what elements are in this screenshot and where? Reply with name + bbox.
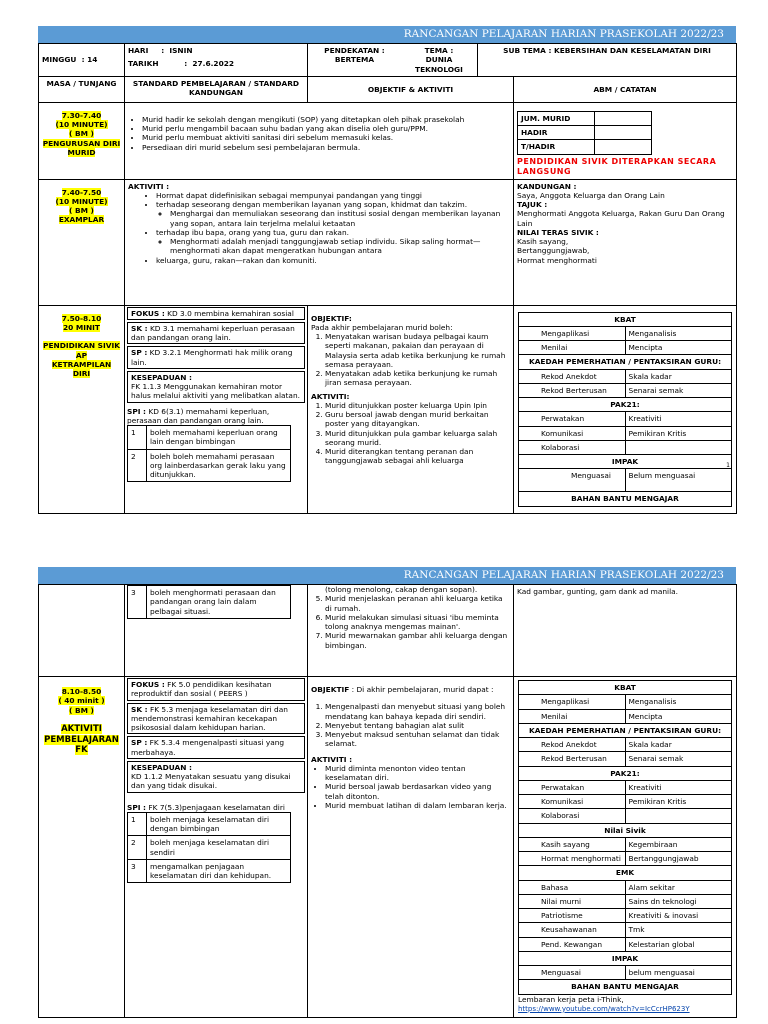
row4-masa: 8.10-8.50 ( 40 minit ) ( BM ) AKTIVITI PEMBELAJARAN FK: [39, 677, 125, 1018]
row3-abm: [514, 305, 737, 513]
page-banner: RANCANGAN PELAJARAN HARIAN PRASEKOLAH 2022/23: [38, 26, 736, 43]
lesson-table-1: [38, 43, 737, 514]
row1-list: • Murid hadir ke sekolah dengan mengikuti (SOP) yang ditetapkan oleh pihak prasekolah • Murid perlu mengambil bacaan suhu badan yang akan diselia oleh guru/PPM. • Murid perlu membuat aktiviti sanitasi diri sebelum memasuki kelas. • Persediaan diri murid sebelum sesi pembelajaran bermula.: [128, 115, 510, 152]
col-masa: MASA / TUNJANG: [39, 76, 125, 102]
page-number: 1: [726, 462, 730, 469]
row1-abm: [514, 102, 737, 179]
cont-abm: Kad gambar, gunting, gam dank ad manila.: [514, 585, 737, 677]
youtube-link[interactable]: https://www.youtube.com/watch?v=IcCcrHP623Y: [518, 1004, 690, 1013]
spi-cont-table: 3 boleh menghormati perasaan dan pandangan orang lain dalam pelbagai situasi.: [127, 585, 291, 619]
hari-cell: HARI : ISNIN TARIKH : 27.6.2022: [125, 44, 308, 77]
page-1: [38, 26, 736, 514]
assess-table-1: KBAT Mengaplikasi Menganalisis Menilai Mencipta KAEDAH PEMERHATIAN / PENTAKSIRAN GURU: Rekod Anekdot Skala kadar Rekod Berterusan Senarai semak PAK21: Perwatakan Kreativiti Komunikasi Pemikiran Kritis Kolaborasi IMPAK Menguasai Belum menguasai BAHAN BANTU MENGAJAR: [518, 312, 732, 507]
row2-content: AKTIVITI : • Hormat dapat didefinisikan sebagai mempunyai pandangan yang tinggi • terhadap seseorang dengan memberikan layanan yang sopan, khidmat dan takzim. ◦ Menghargai dan memuliakan seseorang dan institusi sosial dengan memberikan layanan yang sopan, antara lain terjelma melalui ketaatan • terhadap ibu bapa, orang yang tua, guru dan rakan. ◦ Menghormati adalah menjadi tanggungjawab setiap individu. Sikap saling hormat—menghormati akan dapat mengeratkan hubungan antara • keluarga, guru, rakan—rakan dan komuniti.: [125, 179, 514, 305]
bbm-text: Lembaran kerja peta i-Think,: [518, 994, 624, 1004]
pendekatan-cell: PENDEKATAN : BERTEMA TEMA : DUNIA TEKNOLOGI: [308, 44, 478, 77]
row3-standard: FOKUS : KD 3.0 membina kemahiran sosial SK : KD 3.1 memahami keperluan perasaan dan pandangan orang lain. SP : KD 3.2.1 Menghormati hak milik orang lain. KESEPADUAN : FK 1.1.3 Menggunakan kemahiran motor halus melalui aktiviti yang melibatkan alatan. SPI : KD 6(3.1) memahami keperluan, perasaan dan pandangan orang lain. 1 boleh memahami keperluan orang lain dengan bimbingan 2 boleh boleh memahami perasaan org lainberdasarkan gerak laku yang ditunjukkan.: [125, 305, 308, 513]
civic-note: PENDIDIKAN SIVIK DITERAPKAN SECARA LANGSUNG: [517, 156, 717, 176]
row3-objektif: OBJEKTIF: Pada akhir pembelajaran murid boleh: 1. Menyatakan warisan budaya pelbagai kaum seperti makanan, pakaian dan perayaan di Malaysia serta adab ketika berkunjung ke rumah semasa perayaan. 2. Menyatakan adab ketika berkunjung ke rumah jiran semasa perayaan. AKTIVITI: 1. Murid ditunjukkan poster keluarga Upin Ipin 2. Guru bersoal jawab dengan murid berkaitan poster yang ditayangkan. 3. Murid ditunjukkan pula gambar keluarga salah seorang murid. 4. Murid diterangkan tentang peranan dan tanggungjawab sebagai ahli keluarga: [308, 305, 514, 513]
row2-abm: KANDUNGAN : Saya, Anggota Keluarga dan Orang Lain TAJUK : Menghormati Anggota Keluarga, Rakan Guru Dan Orang Lain NILAI TERAS SIVIK : Kasih sayang, Bertanggungjawab, Hormat menghormati: [514, 179, 737, 305]
page-banner-2: RANCANGAN PELAJARAN HARIAN PRASEKOLAH 2022/23: [38, 567, 736, 584]
subtema-cell: SUB TEMA : KEBERSIHAN DAN KESELAMATAN DIRI: [478, 44, 737, 77]
row4-abm: [514, 677, 737, 1018]
col-objektif: OBJEKTIF & AKTIVITI: [308, 76, 514, 102]
page-2: [38, 567, 736, 1018]
lesson-table-2: [38, 584, 737, 1018]
cont-aktiviti: (tolong menolong, cakap dengan sopan). 5. Murid menjelaskan peranan ahli keluarga ketika di rumah. 6. Murid melakukan simulasi situasi 'ibu meminta tolong anaknya mengemas mainan'. 7. Murid mewarnakan gambar ahli keluarga dengan bimbingan.: [308, 585, 514, 677]
col-abm: ABM / CATATAN: [514, 76, 737, 102]
attendance-table: JUM. MURID HADIR T/HADIR: [517, 111, 652, 155]
row1-content: [125, 102, 514, 179]
col-standard: STANDARD PEMBELAJARAN / STANDARD KANDUNGAN: [125, 76, 308, 102]
row4-standard: FOKUS : FK 5.0 pendidikan kesihatan reproduktif dan sosial ( PEERS ) SK : FK 5.3 menjaga keselamatan diri dan mendemonstrasi kemahiran kecekapan psikososial dalam kehidupan harian. SP : FK 5.3.4 mengenalpasti situasi yang merbahaya. KESEPADUAN : KD 1.1.2 Menyatakan sesuatu yang disukai dan yang tidak disukai. SPI : FK 7(5.3)penjagaan keselamatan diri 1 boleh menjaga keselamatan diri dengan bimbingan 2 boleh menjaga keselamatan diri sendiri 3 mengamalkan penjagaan keselamatan diri dan kehidupan.: [125, 677, 308, 1018]
cont-masa: [39, 585, 125, 677]
row4-objektif: OBJEKTIF : Di akhir pembelajaran, murid dapat : 1. Mengenalpasti dan menyebut situasi yang boleh mendatang kan bahaya kepada diri sendiri. 2. Menyebut tentang bahagian alat sulit 3. Menyebut maksud sentuhan selamat dan tidak selamat. AKTIVITI : • Murid diminta menonton video tentan keselamatan diri. • Murid bersoal jawab berdasarkan video yang telah ditonton. • Murid membuat latihan di dalam lembaran kerja.: [308, 677, 514, 1018]
spi-table-1: 1 boleh memahami keperluan orang lain dengan bimbingan 2 boleh boleh memahami perasaan org lainberdasarkan gerak laku yang ditunjukkan.: [127, 425, 291, 482]
cont-standard: [125, 585, 308, 677]
minggu-cell: MINGGU : 14: [39, 44, 125, 77]
spi-table-2: 1 boleh menjaga keselamatan diri dengan bimbingan 2 boleh menjaga keselamatan diri sendiri 3 mengamalkan penjagaan keselamatan diri dan kehidupan.: [127, 812, 291, 884]
row3-masa: 7.50-8.10 20 MINIT PENDIDIKAN SIVIK AP KETRAMPILAN DIRI: [39, 305, 125, 513]
assess-table-2: KBAT Mengaplikasi Menganalisis Menilai Mencipta KAEDAH PEMERHATIAN / PENTAKSIRAN GURU: Rekod Anekdot Skala kadar Rekod Berterusan Senarai semak PAK21: Perwatakan Kreativiti Komunikasi Pemikiran Kritis Kolaborasi Nilai Sivik Kasih sayang Kegembiraan Hormat menghormati Bertanggungjawab EMK Bahasa Alam sekitar Nilai murni Sains dn teknologi Patriotisme Kreativiti & inovasi Keusahawanan Tmk Pend. Kewangan Kelestarian global IMPAK Menguasai belum menguasai BAHAN BANTU MENGAJAR: [518, 680, 732, 995]
row1-masa: 7.30-7.40 (10 MINUTE) ( BM ) PENGURUSAN DIRI MURID: [39, 102, 125, 179]
row2-masa: 7.40-7.50 (10 MINUTE) ( BM ) EXAMPLAR: [39, 179, 125, 305]
